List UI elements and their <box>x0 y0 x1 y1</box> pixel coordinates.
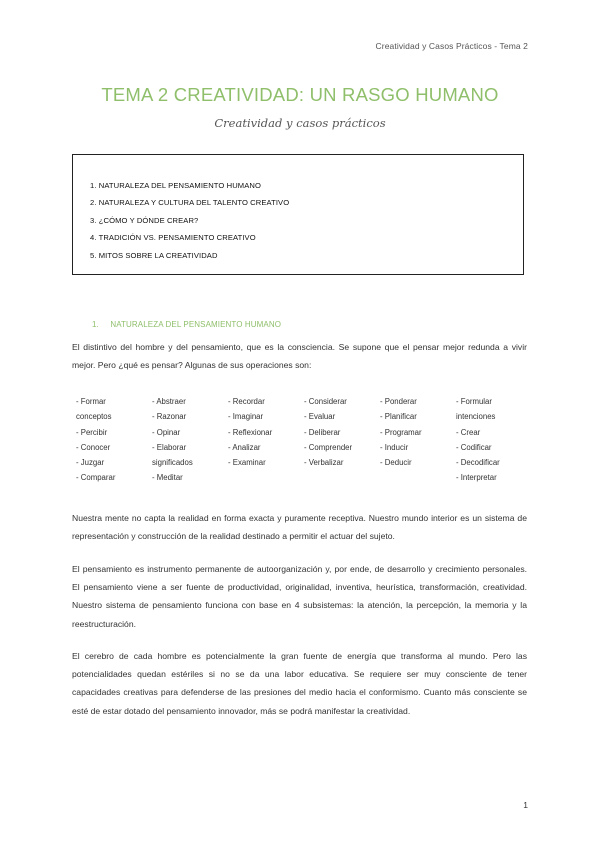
table-of-contents <box>72 154 524 275</box>
operation-item: - Inducir <box>380 442 409 452</box>
operations-column <box>380 394 456 486</box>
operation-item: - Codificar <box>456 442 492 452</box>
toc-item: 5. MITOS SOBRE LA CREATIVIDAD <box>90 250 218 260</box>
operation-item: - Juzgar <box>76 458 105 468</box>
operations-column <box>304 394 380 486</box>
operations-column <box>228 394 304 486</box>
operation-item: - Conocer <box>76 442 111 452</box>
body-paragraph: Nuestra mente no capta la realidad en forma exacta y puramente receptiva. Nuestro mundo interior es un sistema de representación y construcción de la realidad destinado a permitir el actuar del sujeto. <box>72 513 527 542</box>
toc-list <box>90 177 289 264</box>
operation-item: - Decodificar <box>456 458 500 468</box>
operation-item: - Planificar <box>380 412 417 422</box>
operation-item: - Interpretar <box>456 473 497 483</box>
operation-item: - Formar <box>76 397 106 406</box>
operation-item: - Comprender <box>304 442 353 452</box>
body-paragraph: El pensamiento es instrumento permanente de autoorganización y, por ende, de desarrollo y crecimiento personales. El pensamiento viene a ser fuente de productividad, originalidad, inventiva, heurística, transformación, creatividad. Nuestro sistema de pensamiento funciona con base en 4 subsistemas: la atención, la percepción, la memoria y la reestructuración. <box>72 564 527 629</box>
document-title: TEMA 2 CREATIVIDAD: UN RASGO HUMANO <box>101 84 499 105</box>
operation-item: - Reflexionar <box>228 427 273 437</box>
operation-item: - Considerar <box>304 397 347 406</box>
operation-item: significados <box>152 458 193 468</box>
operation-item: - Analizar <box>228 442 261 452</box>
operation-item: - Crear <box>456 427 481 437</box>
operation-item: intenciones <box>456 412 496 422</box>
operations-column <box>152 394 228 486</box>
section-title: NATURALEZA DEL PENSAMIENTO HUMANO <box>110 320 282 329</box>
section-number: 1. <box>92 320 99 329</box>
operation-item: - Elaborar <box>152 442 187 452</box>
operation-item: - Ponderar <box>380 397 417 406</box>
operation-item: - Formular <box>456 397 492 406</box>
toc-item: 1. NATURALEZA DEL PENSAMIENTO HUMANO <box>90 181 261 190</box>
operation-item: - Programar <box>380 427 422 437</box>
section-heading <box>92 320 281 329</box>
operation-item: - Meditar <box>152 473 183 483</box>
operations-column <box>456 394 532 486</box>
document-subtitle: Creatividad y casos prácticos <box>214 116 386 130</box>
body-paragraph: El cerebro de cada hombre es potencialmente la gran fuente de energía que transforma al mundo. Pero las potencialidades quedan estériles si no se da una labor educativa. Se requiere ser muy consciente de tener capacidades creativas para defenderse de las presiones del medio hacia el conformismo. Cuanto más consciente se esté de estar dotado del pensamiento innovador, más se podrá manifestar la creatividad. <box>72 651 527 716</box>
toc-item: 4. TRADICIÓN VS. PENSAMIENTO CREATIVO <box>90 233 256 243</box>
operation-item: - Opinar <box>152 427 181 437</box>
page-number: 1 <box>523 800 528 810</box>
operation-item: - Percibir <box>76 427 108 437</box>
running-header: Creatividad y Casos Prácticos - Tema 2 <box>375 41 528 51</box>
operation-item: - Examinar <box>228 458 266 468</box>
intro-paragraph: El distintivo del hombre y del pensamiento, que es la consciencia. Se supone que el pensar mejor redunda a vivir mejor. Pero ¿qué es pensar? Algunas de sus operaciones son: <box>72 342 527 371</box>
operation-item: - Recordar <box>228 397 265 406</box>
toc-item: 3. ¿CÓMO Y DÓNDE CREAR? <box>90 215 199 225</box>
operation-item: - Verbalizar <box>304 458 344 468</box>
operation-item: - Evaluar <box>304 412 336 422</box>
operation-item: - Comparar <box>76 473 116 483</box>
operation-item: - Deliberar <box>304 427 341 437</box>
operation-item: - Razonar <box>152 412 187 422</box>
toc-item: 2. NATURALEZA Y CULTURA DEL TALENTO CREATIVO <box>90 198 290 208</box>
operation-item: conceptos <box>76 412 112 422</box>
operation-item: - Abstraer <box>152 397 186 406</box>
operation-item: - Imaginar <box>228 412 264 422</box>
operations-column <box>76 394 152 486</box>
operation-item: - Deducir <box>380 458 412 468</box>
operations-grid <box>76 394 536 486</box>
